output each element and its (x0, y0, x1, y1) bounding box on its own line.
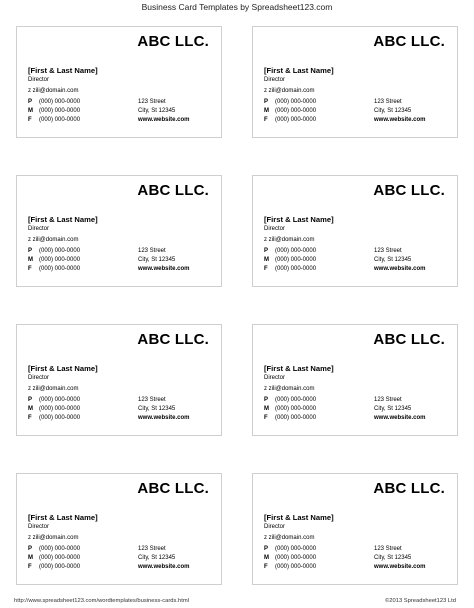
person-name: [First & Last Name] (264, 66, 334, 75)
mobile-row (28, 406, 213, 415)
phone-label: P (264, 248, 269, 254)
person-title: Director (264, 375, 286, 381)
footer-url[interactable]: http://www.spreadsheet123.com/wordtemplates/business-cards.html (14, 598, 189, 604)
street-address: 123 Street (138, 99, 166, 105)
phone-number: (000) 000-0000 (275, 546, 317, 552)
mobile-number: (000) 000-0000 (275, 406, 317, 412)
fax-number: (000) 000-0000 (275, 266, 317, 272)
street-address: 123 Street (374, 397, 402, 403)
phone-row (264, 546, 449, 555)
person-name: [First & Last Name] (28, 66, 98, 75)
phone-number: (000) 000-0000 (39, 248, 81, 254)
fax-row (264, 564, 449, 573)
website: www.website.com (138, 415, 190, 421)
business-card (252, 26, 458, 138)
city-address: City, St 12345 (374, 555, 412, 561)
fax-number: (000) 000-0000 (39, 415, 81, 421)
business-card (16, 26, 222, 138)
fax-number: (000) 000-0000 (39, 266, 81, 272)
company-name: ABC LLC. (137, 33, 209, 50)
person-name: [First & Last Name] (264, 364, 334, 373)
fax-label: F (28, 117, 32, 123)
street-address: 123 Street (138, 248, 166, 254)
company-name: ABC LLC. (137, 331, 209, 348)
fax-number: (000) 000-0000 (275, 564, 317, 570)
business-card (16, 324, 222, 436)
mobile-number: (000) 000-0000 (39, 108, 81, 114)
business-card (16, 175, 222, 287)
email: z zili@domain.com (28, 88, 79, 94)
page-title: Business Card Templates by Spreadsheet123.com (141, 2, 333, 12)
person-title: Director (28, 375, 50, 381)
mobile-row (28, 555, 213, 564)
fax-row (28, 117, 213, 126)
mobile-row (264, 555, 449, 564)
person-title: Director (264, 226, 286, 232)
person-title: Director (28, 77, 50, 83)
mobile-row (28, 257, 213, 266)
phone-label: P (28, 397, 33, 403)
phone-row (28, 397, 213, 406)
street-address: 123 Street (374, 546, 402, 552)
email: z zili@domain.com (264, 88, 315, 94)
phone-row (28, 546, 213, 555)
city-address: City, St 12345 (374, 108, 412, 114)
fax-label: F (264, 415, 268, 421)
website: www.website.com (138, 117, 190, 123)
mobile-label: M (28, 257, 33, 263)
mobile-label: M (264, 406, 269, 412)
fax-label: F (264, 564, 268, 570)
fax-label: F (28, 415, 32, 421)
city-address: City, St 12345 (374, 257, 412, 263)
phone-number: (000) 000-0000 (39, 546, 81, 552)
mobile-row (264, 406, 449, 415)
mobile-number: (000) 000-0000 (39, 555, 81, 561)
city-address: City, St 12345 (138, 406, 176, 412)
phone-number: (000) 000-0000 (275, 397, 317, 403)
business-card (252, 175, 458, 287)
city-address: City, St 12345 (138, 257, 176, 263)
street-address: 123 Street (374, 248, 402, 254)
website: www.website.com (374, 266, 426, 272)
mobile-number: (000) 000-0000 (39, 257, 81, 263)
fax-row (264, 117, 449, 126)
person-title: Director (264, 77, 286, 83)
person-name: [First & Last Name] (28, 364, 98, 373)
company-name: ABC LLC. (137, 182, 209, 199)
email: z zili@domain.com (264, 386, 315, 392)
mobile-label: M (28, 406, 33, 412)
person-title: Director (28, 226, 50, 232)
mobile-row (264, 108, 449, 117)
person-name: [First & Last Name] (28, 513, 98, 522)
email: z zili@domain.com (28, 535, 79, 541)
person-name: [First & Last Name] (28, 215, 98, 224)
website: www.website.com (374, 564, 426, 570)
email: z zili@domain.com (28, 386, 79, 392)
phone-label: P (264, 546, 269, 552)
city-address: City, St 12345 (374, 406, 412, 412)
phone-number: (000) 000-0000 (275, 99, 317, 105)
phone-row (264, 397, 449, 406)
website: www.website.com (374, 415, 426, 421)
email: z zili@domain.com (264, 535, 315, 541)
mobile-label: M (264, 257, 269, 263)
email: z zili@domain.com (28, 237, 79, 243)
city-address: City, St 12345 (138, 108, 176, 114)
phone-row (28, 99, 213, 108)
mobile-row (28, 108, 213, 117)
phone-label: P (264, 99, 269, 105)
phone-label: P (28, 99, 33, 105)
company-name: ABC LLC. (373, 33, 445, 50)
person-title: Director (264, 524, 286, 530)
fax-label: F (28, 564, 32, 570)
phone-row (264, 99, 449, 108)
website: www.website.com (374, 117, 426, 123)
email: z zili@domain.com (264, 237, 315, 243)
fax-number: (000) 000-0000 (275, 117, 317, 123)
fax-row (28, 564, 213, 573)
website: www.website.com (138, 564, 190, 570)
phone-row (28, 248, 213, 257)
page-footer (14, 598, 456, 604)
mobile-number: (000) 000-0000 (275, 257, 317, 263)
phone-row (264, 248, 449, 257)
mobile-number: (000) 000-0000 (275, 555, 317, 561)
business-card (252, 473, 458, 585)
street-address: 123 Street (374, 99, 402, 105)
phone-number: (000) 000-0000 (39, 397, 81, 403)
mobile-label: M (264, 108, 269, 114)
street-address: 123 Street (138, 397, 166, 403)
phone-label: P (28, 546, 33, 552)
mobile-label: M (264, 555, 269, 561)
fax-row (28, 266, 213, 275)
person-title: Director (28, 524, 50, 530)
mobile-label: M (28, 555, 33, 561)
fax-label: F (28, 266, 32, 272)
fax-row (264, 415, 449, 424)
fax-number: (000) 000-0000 (39, 117, 81, 123)
phone-label: P (264, 397, 269, 403)
fax-row (28, 415, 213, 424)
mobile-number: (000) 000-0000 (39, 406, 81, 412)
business-card (252, 324, 458, 436)
fax-number: (000) 000-0000 (39, 564, 81, 570)
company-name: ABC LLC. (373, 182, 445, 199)
company-name: ABC LLC. (373, 331, 445, 348)
fax-row (264, 266, 449, 275)
street-address: 123 Street (138, 546, 166, 552)
mobile-row (264, 257, 449, 266)
mobile-label: M (28, 108, 33, 114)
mobile-number: (000) 000-0000 (275, 108, 317, 114)
footer-copyright: ©2013 Spreadsheet123 Ltd (385, 598, 456, 604)
city-address: City, St 12345 (138, 555, 176, 561)
company-name: ABC LLC. (373, 480, 445, 497)
business-card (16, 473, 222, 585)
person-name: [First & Last Name] (264, 215, 334, 224)
phone-number: (000) 000-0000 (39, 99, 81, 105)
person-name: [First & Last Name] (264, 513, 334, 522)
fax-number: (000) 000-0000 (275, 415, 317, 421)
company-name: ABC LLC. (137, 480, 209, 497)
website: www.website.com (138, 266, 190, 272)
phone-number: (000) 000-0000 (275, 248, 317, 254)
fax-label: F (264, 117, 268, 123)
fax-label: F (264, 266, 268, 272)
phone-label: P (28, 248, 33, 254)
